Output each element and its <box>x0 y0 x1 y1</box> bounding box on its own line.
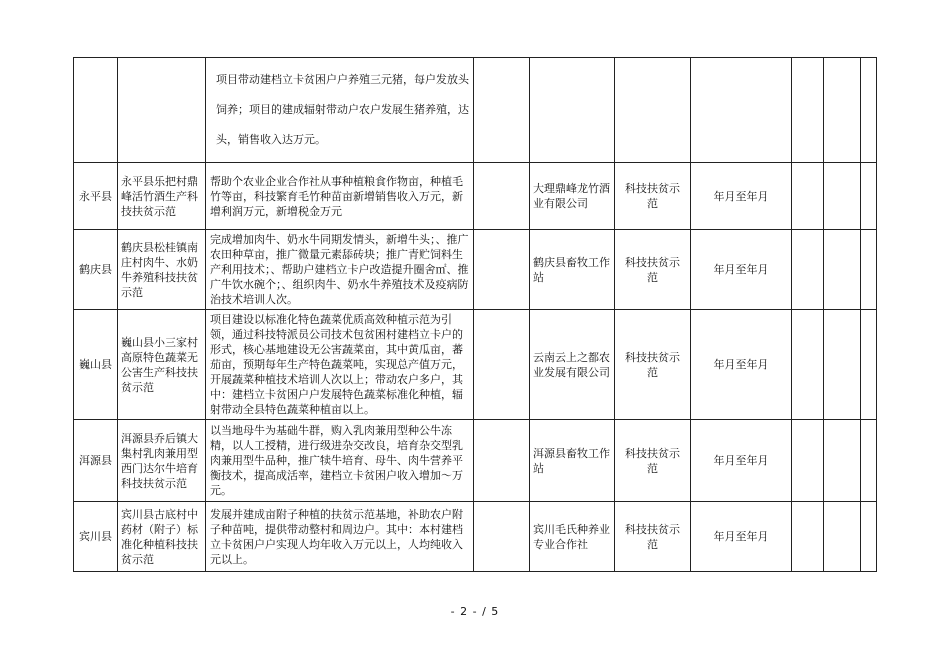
county-cell: 巍山县 <box>74 310 118 420</box>
content-cell: 项目建设以标准化特色蔬菜优质高效种植示范为引领，通过科技特派员公司技术包贫困村建档立卡户的形式，核心基地建设无公害蔬菜亩，其中黄瓜亩，蕃茄亩，预期每年生产特色蔬菜吨，实现总产值万元，开展蔬菜种植技术培训人次以上；带动农户多户，其中：建档立卡贫困户户发展特色蔬菜标准化种植，辐射带动全县特色蔬菜种植亩以上。 <box>206 310 474 420</box>
project-name-cell: 鹤庆县松桂镇南庄村肉牛、水奶牛养殖科技扶贫示范 <box>118 230 206 310</box>
period-cell: 年月至年月 <box>691 310 792 420</box>
unit-cell: 鹤庆县畜牧工作站 <box>530 230 615 310</box>
type-line-1: 科技扶贫示 <box>625 446 680 460</box>
county-cell: 洱源县 <box>74 420 118 502</box>
type-line-1: 科技扶贫示 <box>625 522 680 536</box>
content-cell: 完成增加肉牛、奶水牛同期发情头，新增牛头；、推广农田种草亩，推广微量元素舔砖块；推广青贮饲料生产利用技术；、帮助户建档立卡户改造提升圈舍㎡、推广牛饮水碗个；、组织肉牛、奶水牛养殖技术及疫病防治技术培训人次。 <box>206 230 474 310</box>
project-name-cell: 洱源县乔后镇大集村乳肉兼用型西门达尔牛培育科技扶贫示范 <box>118 420 206 502</box>
table-row <box>74 58 877 163</box>
content-cell: 帮助个农业企业合作社从事种植粮食作物亩，种植毛竹等亩，科技繁育毛竹种苗亩新增销售收入万元，新增利润万元，新增税金万元 <box>206 163 474 230</box>
table-row <box>74 502 877 572</box>
type-cell <box>615 310 691 420</box>
type-line-2: 范 <box>647 537 658 551</box>
table-row <box>74 310 877 420</box>
table-row <box>74 230 877 310</box>
period-cell: 年月至年月 <box>691 163 792 230</box>
project-name-cell: 永平县乐把村鼎峰活竹酒生产科技扶贫示范 <box>118 163 206 230</box>
period-cell: 年月至年月 <box>691 230 792 310</box>
type-line-2: 范 <box>647 365 658 379</box>
content-cell: 项目带动建档立卡贫困户户养殖三元猪，每户发放头饲养；项目的建成辐射带动户农户发展生猪养殖，达头，销售收入达万元。 <box>206 58 474 163</box>
period-cell: 年月至年月 <box>691 420 792 502</box>
type-line-2: 范 <box>647 197 658 210</box>
type-line-1: 科技扶贫示 <box>625 350 680 364</box>
project-table <box>73 57 877 572</box>
project-name-cell: 巍山县小三家村高原特色蔬菜无公害生产科技扶贫示范 <box>118 310 206 420</box>
unit-cell: 洱源县畜牧工作站 <box>530 420 615 502</box>
county-cell: 鹤庆县 <box>74 230 118 310</box>
period-cell: 年月至年月 <box>691 502 792 572</box>
unit-cell: 宾川毛氏种养业专业合作社 <box>530 502 615 572</box>
content-cell: 发展并建成亩附子种植的扶贫示范基地，补助农户附子种苗吨，提供带动整村和周边户。其中：本村建档立卡贫困户户实现人均年收入万元以上，人均纯收入元以上。 <box>206 502 474 572</box>
table-row <box>74 163 877 230</box>
type-cell <box>615 502 691 572</box>
type-cell <box>615 420 691 502</box>
county-cell: 永平县 <box>74 163 118 230</box>
type-cell <box>615 230 691 310</box>
type-line-1: 科技扶贫示 <box>625 255 680 269</box>
type-line-1: 科技扶贫示 <box>625 182 680 195</box>
content-cell: 以当地母牛为基础牛群，购入乳肉兼用型种公牛冻精，以人工授精，进行级进杂交改良，培育杂交型乳肉兼用型牛品种，推广犊牛培育、母牛、肉牛营养平衡技术，提高成活率，建档立卡贫困户收入增加～万元。 <box>206 420 474 502</box>
table-row <box>74 420 877 502</box>
unit-cell: 大理鼎峰龙竹酒业有限公司 <box>530 163 615 230</box>
type-line-2: 范 <box>647 270 658 284</box>
page-number: - 2 - / 5 <box>450 605 500 618</box>
project-name-cell: 宾川县古底村中药材（附子）标准化种植科技扶贫示范 <box>118 502 206 572</box>
county-cell: 宾川县 <box>74 502 118 572</box>
type-cell <box>615 163 691 230</box>
type-line-2: 范 <box>647 461 658 475</box>
unit-cell: 云南云上之都农业发展有限公司 <box>530 310 615 420</box>
